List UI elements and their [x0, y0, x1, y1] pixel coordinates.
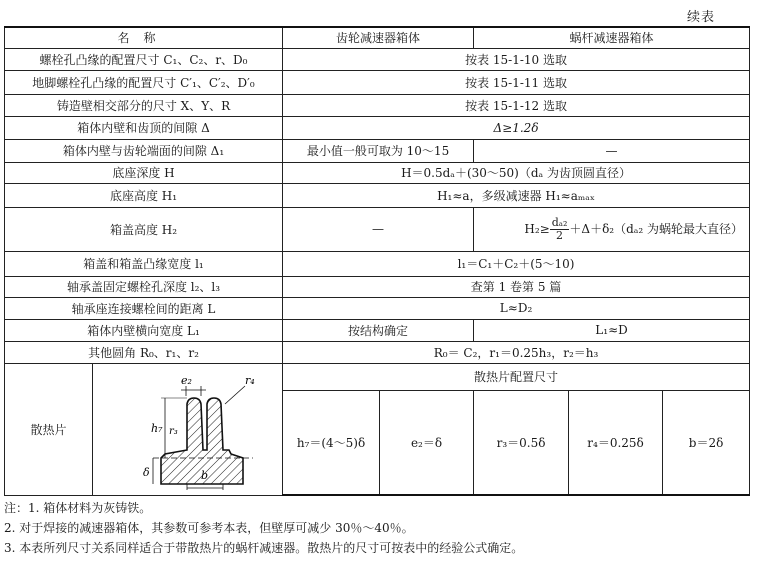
label-delta: δ	[143, 465, 150, 479]
row-name: 其他圆角 R₀、r₁、r₂	[5, 341, 283, 363]
table-row	[5, 70, 750, 94]
table-row	[5, 116, 750, 139]
fin-title-row	[5, 363, 750, 390]
table-row	[5, 48, 750, 70]
row-name: 箱体内壁横向宽度 L₁	[5, 319, 283, 341]
row-value: 查第 1 卷第 5 篇	[283, 276, 750, 297]
table-row	[5, 319, 750, 341]
row-worm-value: —	[474, 139, 750, 162]
table-row	[5, 297, 750, 319]
table-row	[5, 251, 750, 276]
row-gear-value: 按结构确定	[283, 319, 474, 341]
table-row	[5, 94, 750, 116]
note-line: 注：1. 箱体材料为灰铸铁。	[4, 501, 152, 515]
note-line: 2. 对于焊接的减速器箱体，其参数可参考本表，但壁厚可减少 30％～40％。	[4, 521, 414, 535]
row-value: H₁≈a，多级减速器 H₁≈aₘₐₓ	[283, 183, 750, 207]
fin-drawing-cell	[93, 363, 283, 495]
row-name: 螺栓孔凸缘的配置尺寸 C₁、C₂、r、D₀	[5, 48, 283, 70]
row-value: R₀＝ C₂，r₁＝0.25h₃，r₂＝h₃	[283, 341, 750, 363]
row-name: 箱体内壁和齿顶的间隙 Δ	[5, 116, 283, 139]
row-name: 底座深度 H	[5, 162, 283, 183]
cover-height-lhs: H₂≥	[524, 221, 550, 236]
table-row	[5, 139, 750, 162]
row-value: 按表 15-1-10 选取	[283, 48, 750, 70]
row-name: 轴承盖固定螺栓孔深度 l₂、l₃	[5, 276, 283, 297]
table-row	[5, 183, 750, 207]
table-row	[5, 207, 750, 251]
row-name: 箱盖高度 H₂	[5, 207, 283, 251]
row-name: 铸造壁相交部分的尺寸 X、Y、R	[5, 94, 283, 116]
fin-drawing	[93, 364, 283, 492]
label-r3: r₃	[169, 425, 178, 437]
fin-value: b＝2δ	[663, 390, 750, 495]
row-name: 箱体内壁与齿轮端面的间隙 Δ₁	[5, 139, 283, 162]
fin-value: r₃＝0.5δ	[474, 390, 569, 495]
row-value: 按表 15-1-12 选取	[283, 94, 750, 116]
row-gear-value: —	[283, 207, 474, 251]
fin-value: r₄＝0.25δ	[569, 390, 663, 495]
note-line: 3. 本表所列尺寸关系同样适合于带散热片的蜗杆减速器。散热片的尺寸可按表中的经验公式确定。	[4, 541, 524, 555]
row-value: Δ≥1.2δ	[283, 116, 750, 139]
row-gear-value: 最小值一般可取为 10～15	[283, 139, 474, 162]
row-value: 按表 15-1-11 选取	[283, 70, 750, 94]
fin-value: e₂＝δ	[380, 390, 474, 495]
header-name: 名称	[5, 27, 283, 48]
table-header-row	[5, 27, 750, 48]
cover-height-rhs: ＋Δ＋δ₂（dₐ₂ 为蜗轮最大直径）	[569, 221, 744, 236]
row-worm-value: L₁≈D	[474, 319, 750, 341]
row-name: 底座高度 H₁	[5, 183, 283, 207]
row-value: L≈D₂	[283, 297, 750, 319]
table-row	[5, 162, 750, 183]
fraction-numerator: dₐ₂	[551, 215, 568, 229]
table-row	[5, 276, 750, 297]
label-e2: e₂	[181, 373, 192, 387]
row-name: 地脚螺栓孔凸缘的配置尺寸 C′₁、C′₂、D′₀	[5, 70, 283, 94]
fin-value: h₇＝(4～5)δ	[283, 390, 380, 495]
table-notes	[4, 498, 523, 558]
table-row	[5, 341, 750, 363]
continued-label: 续表	[687, 10, 716, 25]
label-h7: h₇	[151, 421, 163, 435]
row-name: 箱盖和箱盖凸缘宽度 l₁	[5, 251, 283, 276]
row-value: H＝0.5dₐ＋(30～50)（dₐ 为齿顶圆直径）	[283, 162, 750, 183]
row-name: 轴承座连接螺栓间的距离 L	[5, 297, 283, 319]
label-b: b	[201, 468, 209, 482]
cover-height-fraction	[550, 217, 570, 242]
housing-dimension-table	[4, 26, 750, 496]
fin-config-title: 散热片配置尺寸	[283, 363, 750, 390]
row-worm-value	[474, 207, 750, 251]
label-r4: r₄	[245, 373, 255, 387]
row-value: l₁＝C₁＋C₂＋(5～10)	[283, 251, 750, 276]
fraction-denominator: 2	[556, 228, 564, 242]
header-gear: 齿轮减速器箱体	[283, 27, 474, 48]
header-worm: 蜗杆减速器箱体	[474, 27, 750, 48]
fin-name: 散热片	[5, 363, 93, 495]
